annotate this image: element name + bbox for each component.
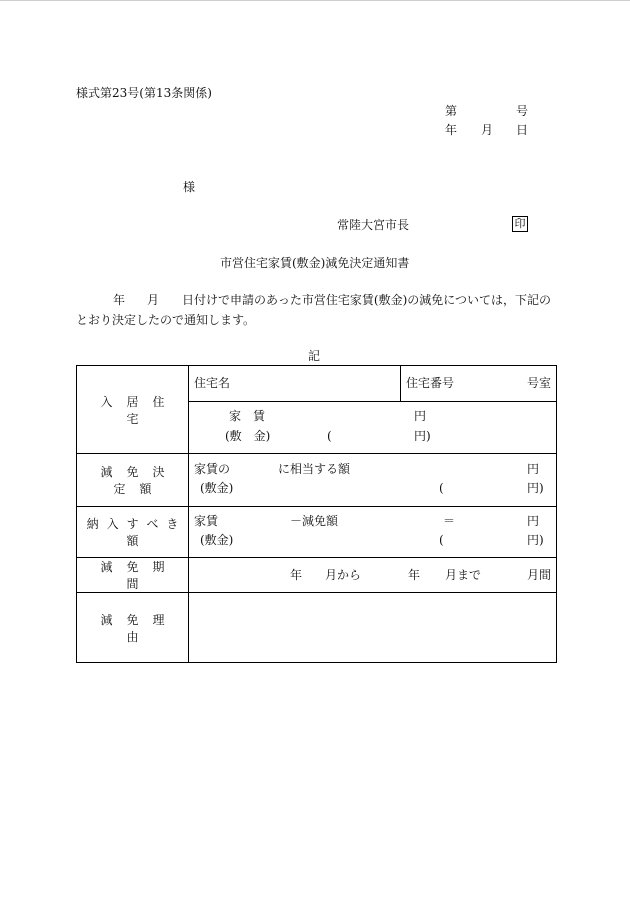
period-to-month: 月まで [445, 568, 482, 582]
body-line2: とおり決定したので通知します。 [76, 313, 256, 327]
house-name-label: 住宅名 [194, 376, 231, 390]
rent-label: 家 賃 [229, 409, 266, 423]
payable-unit: 円 [527, 514, 540, 528]
reduction-deposit-open: ( [439, 481, 444, 495]
page-top-border [0, 0, 630, 1]
row-reduction-reason [77, 593, 557, 663]
reduction-text-a: 家賃の [194, 462, 231, 476]
payable-deposit-label: (敷金) [200, 533, 234, 547]
house-name-cell [189, 366, 401, 402]
period-to-year: 年 [408, 568, 421, 582]
body-year: 年 [113, 293, 126, 307]
row-label-reduction-amount: 減免決定額 [77, 454, 189, 507]
reduction-deposit-unit: 円) [527, 481, 544, 495]
reduction-text-b: に相当する額 [278, 462, 351, 476]
issuer-name: 常陸大宮市長 [337, 218, 410, 232]
date-month: 月 [481, 123, 494, 137]
payable-equals: ＝ [443, 514, 456, 528]
period-from-month: 月から [325, 568, 362, 582]
reduction-reason-cell [189, 593, 557, 663]
document-title: 市営住宅家賃(敷金)減免決定通知書 [220, 256, 410, 270]
deposit-unit: 円) [414, 429, 431, 443]
deposit-open-paren: ( [327, 429, 332, 443]
house-number-cell [401, 366, 557, 402]
doc-number-suffix: 号 [516, 104, 529, 118]
row-label-reduction-reason: 減免理由 [77, 593, 189, 663]
payable-amount-cell [189, 507, 557, 558]
reduction-unit: 円 [527, 462, 540, 476]
payable-deposit-open: ( [439, 533, 444, 547]
row-reduction-amount [77, 454, 557, 507]
reduction-period-cell [189, 558, 557, 593]
house-number-label: 住宅番号 [406, 376, 455, 390]
payable-deposit-unit: 円) [527, 533, 544, 547]
date-day: 日 [516, 123, 529, 137]
payable-text-b: －減免額 [290, 514, 339, 528]
reduction-deposit-label: (敷金) [200, 481, 234, 495]
doc-number-prefix: 第 [445, 104, 458, 118]
row-label-payable-amount: 納入すべき額 [77, 507, 189, 558]
rent-cell [189, 402, 557, 454]
body-line1: 日付けで申請のあった市営住宅家賃(敷金)の減免については，下記の [182, 293, 552, 307]
form-number: 様式第23号(第13条関係) [76, 86, 212, 100]
row-payable-amount [77, 507, 557, 558]
seal-stamp: 印 [512, 216, 528, 232]
period-from-year: 年 [290, 568, 303, 582]
row-house-name [77, 366, 557, 402]
period-months: 月間 [527, 568, 552, 582]
decision-table [76, 365, 557, 663]
body-month: 月 [147, 293, 160, 307]
ki-heading: 記 [308, 349, 321, 363]
addressee-suffix: 様 [183, 180, 196, 194]
deposit-label: (敷 金) [225, 429, 271, 443]
row-label-residence: 入居住宅 [77, 366, 189, 454]
reduction-amount-cell [189, 454, 557, 507]
row-reduction-period [77, 558, 557, 593]
date-year: 年 [445, 123, 458, 137]
row-label-reduction-period: 減免期間 [77, 558, 189, 593]
payable-text-a: 家賃 [194, 514, 219, 528]
room-label: 号室 [527, 376, 552, 390]
rent-unit: 円 [414, 409, 427, 423]
